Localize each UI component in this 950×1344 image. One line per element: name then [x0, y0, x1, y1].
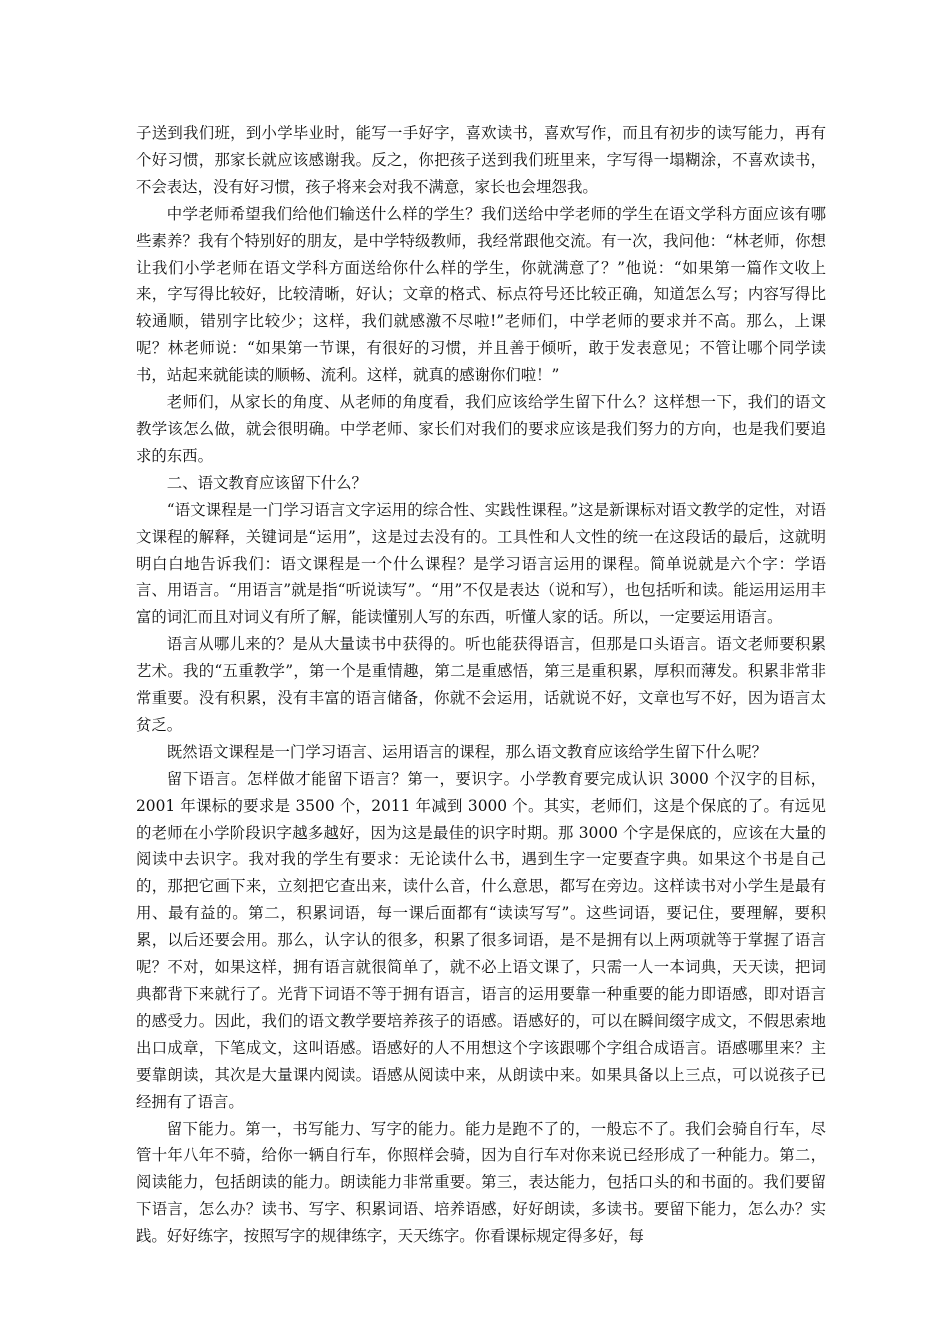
section-heading: 二、语文教育应该留下什么？: [166, 473, 367, 492]
paragraph: 语言从哪儿来的？是从大量读书中获得的。听也能获得语言，但那是口头语言。语文老师要积累艺术。我的“五重教学”，第一个是重情趣，第二是重感悟，第三是重积累，厚积而薄发。积累非常非常重要。没有积累，没有丰富的语言储备，你就不会运用，话就说不好，文章也写不好，因为语言太贫乏。: [136, 635, 826, 734]
paragraph: 留下语言。怎样做才能留下语言？第一，要识字。小学教育要完成认识 3000 个汉字的目标，2001 年课标的要求是 3500 个，2011 年减到 3000 个。其实，老师们，这是个保底的了。有远见的老师在小学阶段识字越多越好，因为这是最佳的识字时期。那 3000 个字是保底的，应该在大量的阅读中去识字。我对我的学生有要求：无论读什么书，遇到生字一定要查字典。如果这个书是自己的，那把它画下来，立刻把它查出来，读什么音，什么意思，都写在旁边。这样读书对小学生是最有用、最有益的。第二，积累词语，每一课后面都有“读读写写”。这些词语，要记住，要理解，要积累，以后还要会用。那么，认字认的很多，积累了很多词语，是不是拥有以上两项就等于掌握了语言呢？不对，如果这样，拥有语言就很简单了，就不必上语文课了，只需一人一本词典，天天读，把词典都背下来就行了。光背下词语不等于拥有语言，语言的运用要靠一种重要的能力即语感，即对语言的感受力。因此，我们的语文教学要培养孩子的语感。语感好的，可以在瞬间缀字成文，不假思索地出口成章，下笔成文，这叫语感。语感好的人不用想这个字该跟哪个字组合成语言。语感哪里来？主要靠朗读，其次是大量课内阅读。语感从阅读中来，从朗读中来。如果具备以上三点，可以说孩子已经拥有了语言。: [136, 769, 826, 1111]
paragraph: “语文课程是一门学习语言文字运用的综合性、实践性课程。”这是新课标对语文教学的定性，对语文课程的解释，关键词是“运用”，这是过去没有的。工具性和人文性的统一在这段话的最后，这就明明白白地告诉我们：语文课程是一个什么课程？是学习语言运用的课程。简单说就是六个字：学语言、用语言。“用语言”就是指“听说读写”。“用”不仅是表达（说和写），也包括听和读。能运用运用丰富的词汇而且对词义有所了解，能读懂别人写的东西，听懂人家的话。所以，一定要运用语言。: [136, 500, 826, 627]
paragraph: 既然语文课程是一门学习语言、运用语言的课程，那么语文教育应该给学生留下什么呢？: [166, 742, 768, 761]
paragraph: 中学老师希望我们给他们输送什么样的学生？我们送给中学老师的学生在语文学科方面应该有哪些素养？我有个特别好的朋友，是中学特级教师，我经常跟他交流。有一次，我问他：“林老师，你想让我们小学老师在语文学科方面送给你什么样的学生，你就满意了？”他说：“如果第一篇作文收上来，字写得比较好，比较清晰，好认；文章的格式、标点符号还比较正确，知道怎么写；内容写得比较通顺，错别字比较少；这样，我们就感激不尽啦!”老师们，中学老师的要求并不高。那么，上课呢？林老师说：“如果第一节课，有很好的习惯，并且善于倾听，敢于发表意见；不管让哪个同学读书，站起来就能读的顺畅、流利。这样，就真的感谢你们啦！”: [136, 204, 826, 385]
paragraph: 留下能力。第一，书写能力、写字的能力。能力是跑不了的，一般忘不了。我们会骑自行车，尽管十年八年不骑，给你一辆自行车，你照样会骑，因为自行车对你来说已经形成了一种能力。第二，阅读能力，包括朗读的能力。朗读能力非常重要。第三，表达能力，包括口头的和书面的。我们要留下语言，怎么办？读书、写字、积累词语、培养语感，好好朗读，多读书。要留下能力，怎么办？实践。好好练字，按照写字的规律练字，天天练字。你看课标规定得多好，每: [136, 1119, 826, 1246]
paragraph: 老师们，从家长的角度、从老师的角度看，我们应该给学生留下什么？这样想一下，我们的语文教学该怎么做，就会很明确。中学老师、家长们对我们的要求应该是我们努力的方向，也是我们要追求的东西。: [136, 393, 826, 465]
paragraph: 子送到我们班，到小学毕业时，能写一手好字，喜欢读书，喜欢写作，而且有初步的读写能力，再有个好习惯，那家长就应该感谢我。反之，你把孩子送到我们班里来，字写得一塌糊涂，不喜欢读书，不会表达，没有好习惯，孩子将来会对我不满意，家长也会埋怨我。: [136, 124, 826, 196]
document-page: [136, 120, 826, 1250]
